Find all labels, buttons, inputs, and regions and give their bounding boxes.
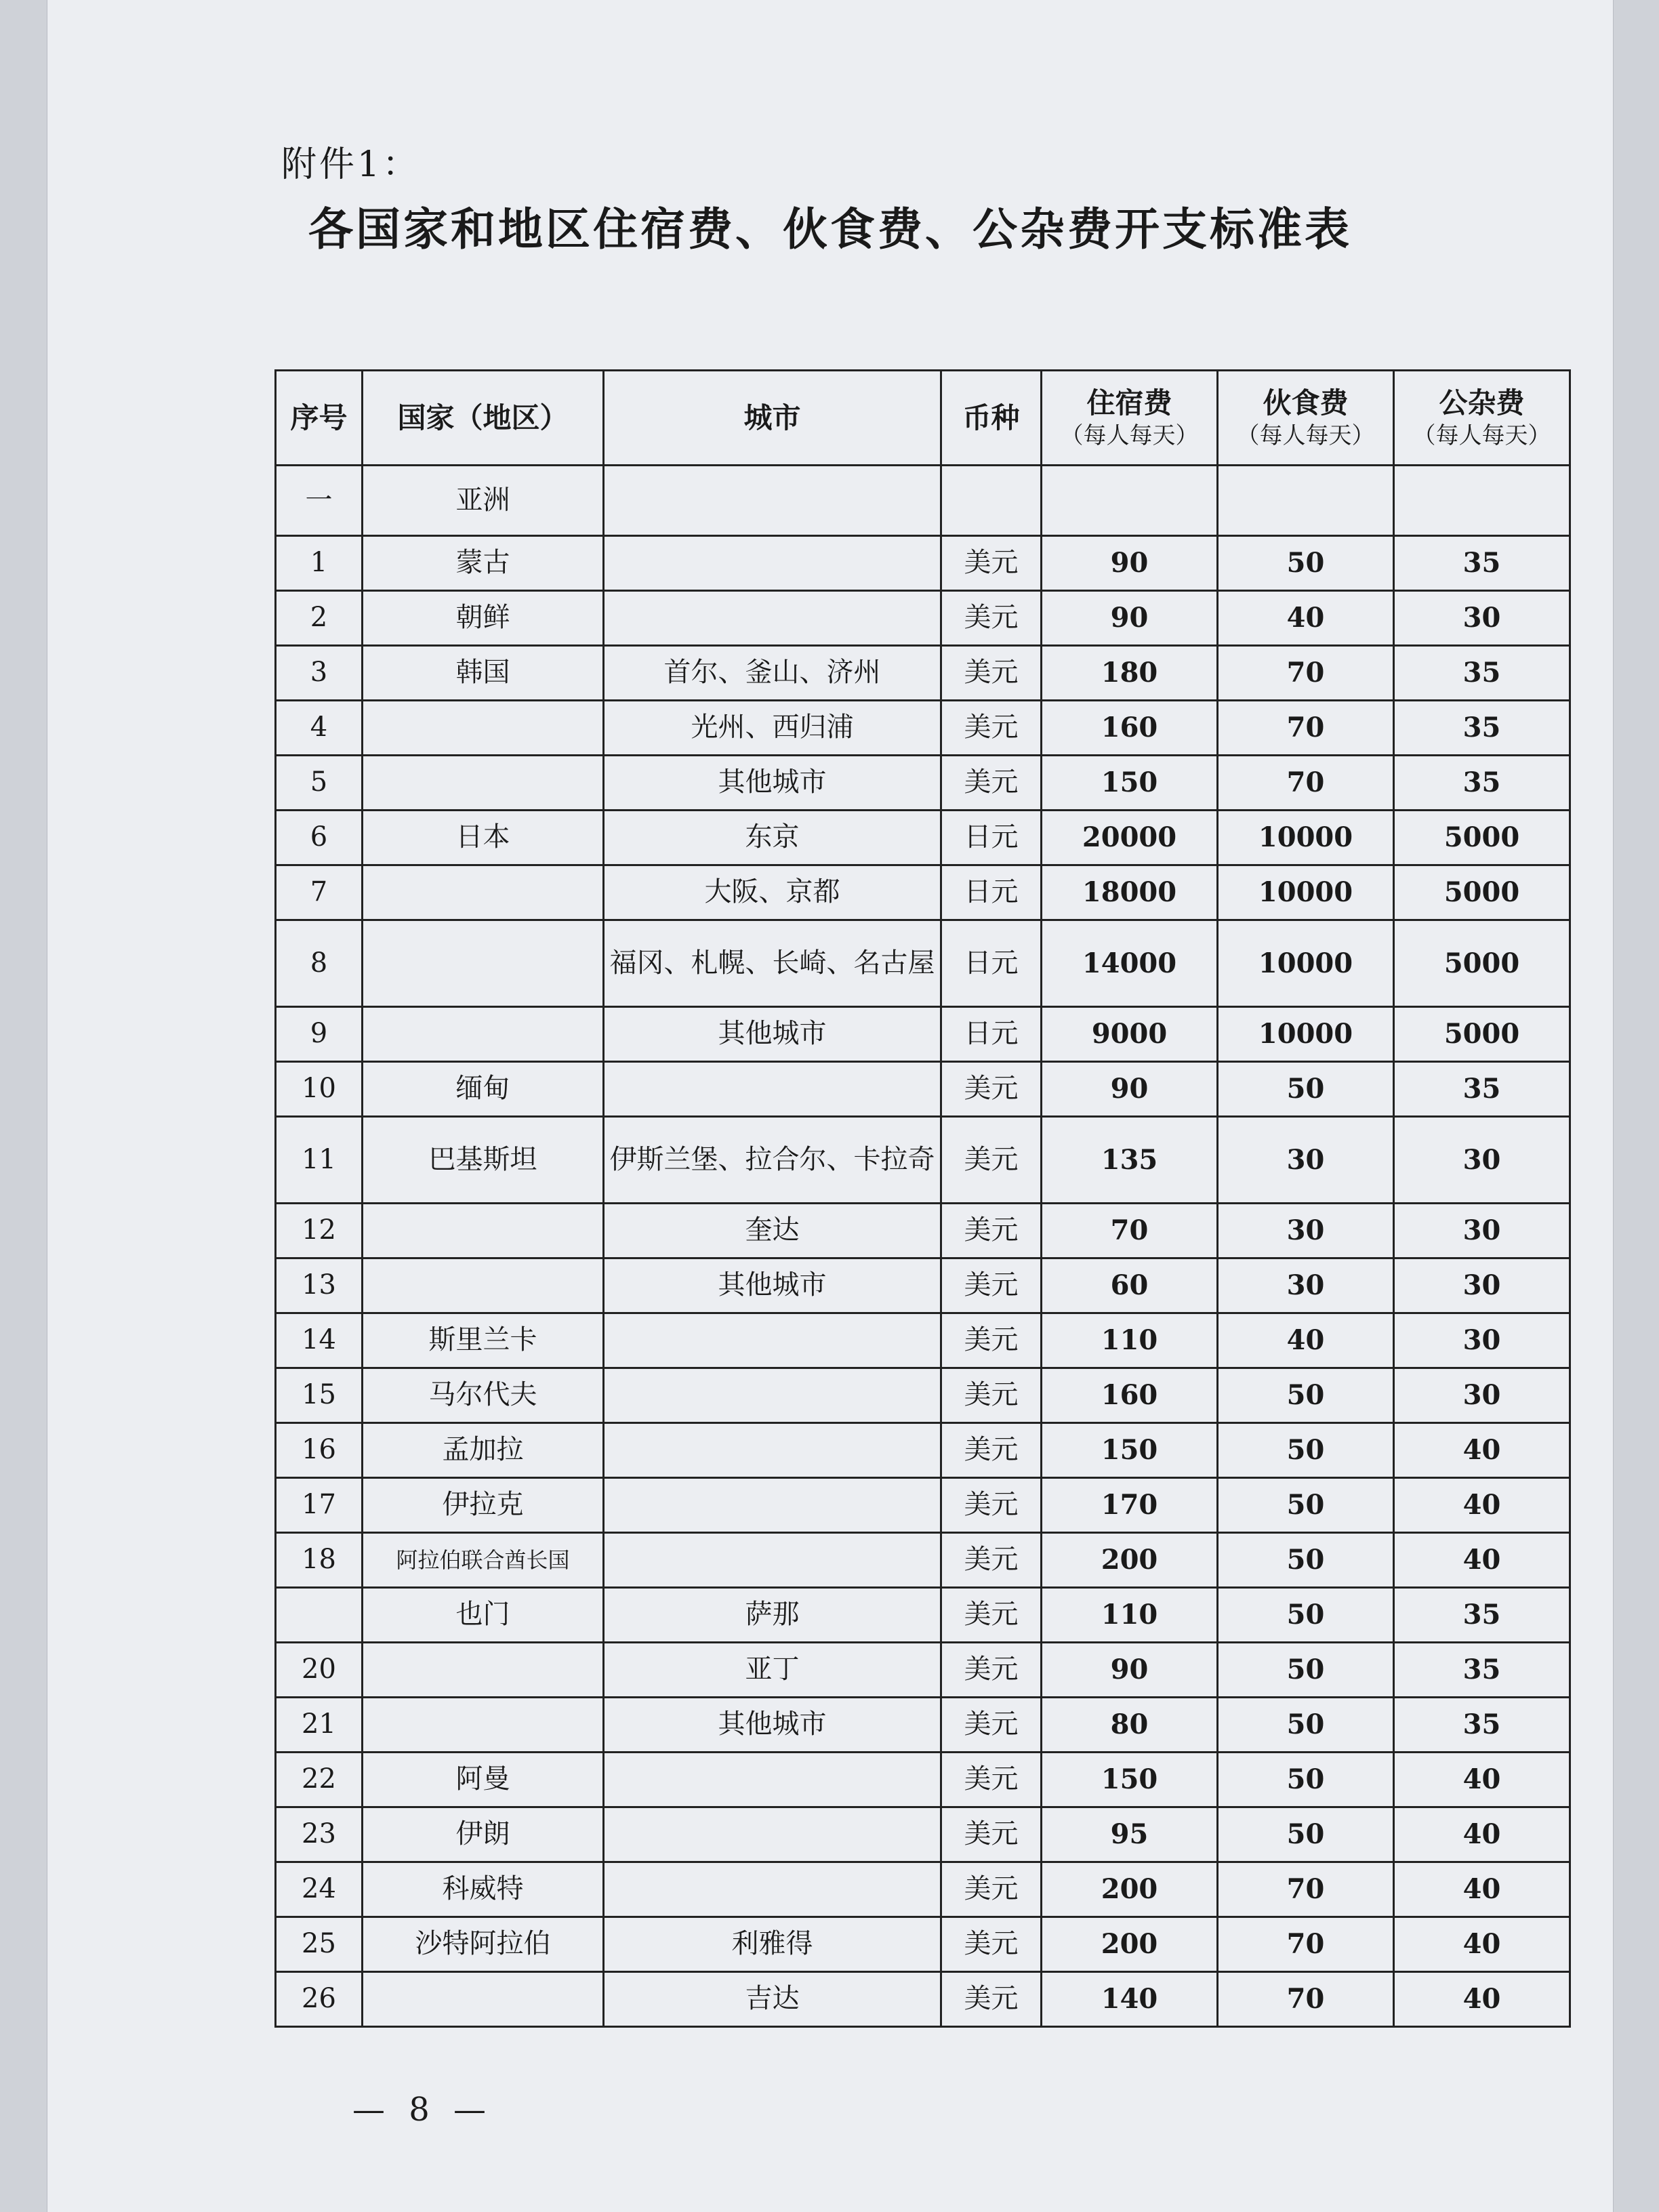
table-body — [276, 466, 1570, 2027]
page-number: — 8 — — [352, 2091, 493, 2129]
cell-currency: 美元 — [941, 1862, 1042, 1917]
cell-currency: 美元 — [941, 1917, 1042, 1972]
table-row — [276, 1117, 1570, 1204]
cell-currency: 美元 — [941, 1313, 1042, 1368]
table-row — [276, 1753, 1570, 1807]
cell-seq — [276, 1588, 363, 1643]
cell-misc: 40 — [1394, 1807, 1570, 1862]
cell-currency: 美元 — [941, 1533, 1042, 1588]
cell-meals: 50 — [1218, 1478, 1394, 1533]
cell-lodging: 170 — [1042, 1478, 1218, 1533]
cell-meals: 40 — [1218, 1313, 1394, 1368]
cell-lodging: 60 — [1042, 1258, 1218, 1313]
cell-lodging: 90 — [1042, 536, 1218, 591]
expense-standard-table — [274, 369, 1571, 2028]
cell-city — [604, 1533, 941, 1588]
cell-misc: 40 — [1394, 1972, 1570, 2027]
cell-city: 光州、西归浦 — [604, 701, 941, 756]
cell-meals: 50 — [1218, 1643, 1394, 1698]
table-row — [276, 1423, 1570, 1478]
cell-city: 东京 — [604, 811, 941, 865]
cell-city — [604, 536, 941, 591]
cell-city: 吉达 — [604, 1972, 941, 2027]
cell-city — [604, 1368, 941, 1423]
cell-currency: 美元 — [941, 1423, 1042, 1478]
cell-city: 其他城市 — [604, 1258, 941, 1313]
cell-seq: 17 — [276, 1478, 363, 1533]
table-row — [276, 1368, 1570, 1423]
cell-country — [363, 920, 604, 1007]
header-meals-label: 伙食费 — [1263, 386, 1349, 419]
cell-currency: 美元 — [941, 536, 1042, 591]
cell-lodging: 180 — [1042, 646, 1218, 701]
cell-misc: 35 — [1394, 536, 1570, 591]
document-page — [47, 0, 1613, 2212]
cell-currency: 美元 — [941, 1368, 1042, 1423]
cell-city: 大阪、京都 — [604, 865, 941, 920]
cell-lodging: 14000 — [1042, 920, 1218, 1007]
table-row — [276, 1313, 1570, 1368]
table-row — [276, 1062, 1570, 1117]
cell-city: 其他城市 — [604, 1007, 941, 1062]
table-row — [276, 1478, 1570, 1533]
cell-seq: 18 — [276, 1533, 363, 1588]
cell-meals: 70 — [1218, 1972, 1394, 2027]
cell-misc: 40 — [1394, 1862, 1570, 1917]
section-row — [276, 466, 1570, 536]
cell-city — [604, 1753, 941, 1807]
cell-currency: 美元 — [941, 1698, 1042, 1753]
table-row — [276, 1588, 1570, 1643]
table-row — [276, 756, 1570, 811]
cell-lodging: 150 — [1042, 1423, 1218, 1478]
cell-meals: 10000 — [1218, 865, 1394, 920]
cell-seq: 9 — [276, 1007, 363, 1062]
cell-seq: 24 — [276, 1862, 363, 1917]
cell-currency: 美元 — [941, 591, 1042, 646]
cell-meals: 50 — [1218, 1423, 1394, 1478]
header-lodging-label: 住宿费 — [1086, 386, 1172, 419]
cell-seq: 13 — [276, 1258, 363, 1313]
cell-country: 阿拉伯联合酋长国 — [363, 1533, 604, 1588]
header-lodging-unit: （每人每天） — [1060, 422, 1199, 449]
cell-misc: 35 — [1394, 646, 1570, 701]
cell-meals: 50 — [1218, 1368, 1394, 1423]
cell-city — [604, 1862, 941, 1917]
cell-currency: 美元 — [941, 1258, 1042, 1313]
table-row — [276, 1807, 1570, 1862]
cell-misc: 30 — [1394, 591, 1570, 646]
cell-city — [604, 1478, 941, 1533]
cell-country: 也门 — [363, 1588, 604, 1643]
cell-seq: 11 — [276, 1117, 363, 1204]
cell-misc: 30 — [1394, 1368, 1570, 1423]
cell-lodging: 90 — [1042, 1643, 1218, 1698]
cell-lodging: 70 — [1042, 1204, 1218, 1258]
cell-lodging: 160 — [1042, 701, 1218, 756]
cell-misc: 5000 — [1394, 865, 1570, 920]
cell-misc: 35 — [1394, 1643, 1570, 1698]
cell-country: 科威特 — [363, 1862, 604, 1917]
cell-currency: 美元 — [941, 756, 1042, 811]
table-row — [276, 1862, 1570, 1917]
table-row — [276, 701, 1570, 756]
cell-lodging: 95 — [1042, 1807, 1218, 1862]
cell-meals: 50 — [1218, 1533, 1394, 1588]
cell-currency: 美元 — [941, 646, 1042, 701]
cell-meals: 70 — [1218, 756, 1394, 811]
cell-seq: 26 — [276, 1972, 363, 2027]
cell-country: 朝鲜 — [363, 591, 604, 646]
cell-city — [604, 1807, 941, 1862]
cell-city: 其他城市 — [604, 756, 941, 811]
cell-city: 福冈、札幌、长崎、名古屋 — [604, 920, 941, 1007]
cell-currency: 美元 — [941, 1588, 1042, 1643]
page-title: 各国家和地区住宿费、伙食费、公杂费开支标准表 — [308, 203, 1352, 255]
table-row — [276, 1917, 1570, 1972]
table-row — [276, 1533, 1570, 1588]
cell-country: 巴基斯坦 — [363, 1117, 604, 1204]
cell-meals: 50 — [1218, 1807, 1394, 1862]
table-row — [276, 646, 1570, 701]
header-meals-unit: （每人每天） — [1236, 422, 1375, 449]
cell-country: 沙特阿拉伯 — [363, 1917, 604, 1972]
cell-country: 伊朗 — [363, 1807, 604, 1862]
cell-seq: 21 — [276, 1698, 363, 1753]
cell-meals: 70 — [1218, 1917, 1394, 1972]
cell-misc: 40 — [1394, 1478, 1570, 1533]
cell-lodging: 18000 — [1042, 865, 1218, 920]
cell-country: 斯里兰卡 — [363, 1313, 604, 1368]
cell-city: 奎达 — [604, 1204, 941, 1258]
cell-city: 亚丁 — [604, 1643, 941, 1698]
cell-seq: 1 — [276, 536, 363, 591]
table-row — [276, 865, 1570, 920]
table-row — [276, 536, 1570, 591]
cell-lodging: 20000 — [1042, 811, 1218, 865]
table-row — [276, 811, 1570, 865]
cell-meals: 70 — [1218, 646, 1394, 701]
cell-misc: 35 — [1394, 1588, 1570, 1643]
header-city: 城市 — [604, 371, 941, 466]
cell-misc: 35 — [1394, 1698, 1570, 1753]
cell-meals: 50 — [1218, 1698, 1394, 1753]
header-misc — [1394, 371, 1570, 466]
table-row — [276, 1972, 1570, 2027]
table-row — [276, 1698, 1570, 1753]
cell-lodging: 200 — [1042, 1862, 1218, 1917]
section-seq: 一 — [276, 466, 363, 536]
cell-country — [363, 1972, 604, 2027]
cell-city: 伊斯兰堡、拉合尔、卡拉奇 — [604, 1117, 941, 1204]
cell-seq: 16 — [276, 1423, 363, 1478]
cell-country — [363, 1204, 604, 1258]
cell-seq: 12 — [276, 1204, 363, 1258]
cell-seq: 22 — [276, 1753, 363, 1807]
cell-currency: 美元 — [941, 701, 1042, 756]
cell-country: 马尔代夫 — [363, 1368, 604, 1423]
cell-lodging: 9000 — [1042, 1007, 1218, 1062]
header-row — [276, 371, 1570, 466]
cell-misc: 40 — [1394, 1753, 1570, 1807]
cell-lodging: 200 — [1042, 1533, 1218, 1588]
cell-lodging: 135 — [1042, 1117, 1218, 1204]
cell-lodging: 140 — [1042, 1972, 1218, 2027]
cell-city — [604, 1423, 941, 1478]
cell-seq: 20 — [276, 1643, 363, 1698]
table-row — [276, 1007, 1570, 1062]
cell-currency: 美元 — [941, 1204, 1042, 1258]
header-misc-label: 公杂费 — [1439, 386, 1525, 419]
cell-currency: 美元 — [941, 1643, 1042, 1698]
header-lodging — [1042, 371, 1218, 466]
cell-seq: 4 — [276, 701, 363, 756]
cell-seq: 14 — [276, 1313, 363, 1368]
section-name: 亚洲 — [363, 466, 604, 536]
cell-country: 韩国 — [363, 646, 604, 701]
cell-seq: 25 — [276, 1917, 363, 1972]
cell-country: 伊拉克 — [363, 1478, 604, 1533]
cell-city: 萨那 — [604, 1588, 941, 1643]
cell-misc: 35 — [1394, 701, 1570, 756]
cell-country: 阿曼 — [363, 1753, 604, 1807]
cell-seq: 3 — [276, 646, 363, 701]
cell-lodging: 90 — [1042, 591, 1218, 646]
cell-seq: 15 — [276, 1368, 363, 1423]
cell-city — [604, 591, 941, 646]
cell-misc: 40 — [1394, 1423, 1570, 1478]
cell-seq: 23 — [276, 1807, 363, 1862]
cell-misc: 35 — [1394, 756, 1570, 811]
cell-meals: 10000 — [1218, 1007, 1394, 1062]
cell-meals: 30 — [1218, 1258, 1394, 1313]
cell-country: 孟加拉 — [363, 1423, 604, 1478]
table-row — [276, 920, 1570, 1007]
cell-meals: 30 — [1218, 1204, 1394, 1258]
cell-meals: 40 — [1218, 591, 1394, 646]
cell-country — [363, 1258, 604, 1313]
cell-meals: 10000 — [1218, 920, 1394, 1007]
cell-misc: 40 — [1394, 1533, 1570, 1588]
cell-seq: 5 — [276, 756, 363, 811]
table-row — [276, 591, 1570, 646]
cell-misc: 30 — [1394, 1117, 1570, 1204]
header-seq: 序号 — [276, 371, 363, 466]
header-currency: 币种 — [941, 371, 1042, 466]
cell-country — [363, 1643, 604, 1698]
cell-currency: 美元 — [941, 1753, 1042, 1807]
cell-lodging: 110 — [1042, 1588, 1218, 1643]
cell-misc: 30 — [1394, 1313, 1570, 1368]
header-meals — [1218, 371, 1394, 466]
cell-country: 缅甸 — [363, 1062, 604, 1117]
cell-meals: 30 — [1218, 1117, 1394, 1204]
cell-currency: 日元 — [941, 865, 1042, 920]
cell-misc: 5000 — [1394, 811, 1570, 865]
cell-currency: 美元 — [941, 1807, 1042, 1862]
cell-city: 其他城市 — [604, 1698, 941, 1753]
cell-city: 首尔、釜山、济州 — [604, 646, 941, 701]
cell-lodging: 200 — [1042, 1917, 1218, 1972]
cell-meals: 50 — [1218, 1588, 1394, 1643]
cell-currency: 美元 — [941, 1062, 1042, 1117]
cell-meals: 10000 — [1218, 811, 1394, 865]
cell-meals: 50 — [1218, 536, 1394, 591]
cell-meals: 50 — [1218, 1062, 1394, 1117]
cell-country — [363, 865, 604, 920]
cell-lodging: 150 — [1042, 1753, 1218, 1807]
cell-meals: 50 — [1218, 1753, 1394, 1807]
cell-misc: 5000 — [1394, 920, 1570, 1007]
cell-seq: 6 — [276, 811, 363, 865]
attachment-label: 附件1： — [281, 144, 421, 185]
cell-city: 利雅得 — [604, 1917, 941, 1972]
cell-country — [363, 1698, 604, 1753]
cell-misc: 5000 — [1394, 1007, 1570, 1062]
cell-meals: 70 — [1218, 701, 1394, 756]
header-country: 国家（地区） — [363, 371, 604, 466]
cell-lodging: 110 — [1042, 1313, 1218, 1368]
table-row — [276, 1643, 1570, 1698]
cell-misc: 40 — [1394, 1917, 1570, 1972]
cell-lodging: 80 — [1042, 1698, 1218, 1753]
cell-country — [363, 756, 604, 811]
cell-currency: 美元 — [941, 1972, 1042, 2027]
cell-seq: 2 — [276, 591, 363, 646]
cell-misc: 35 — [1394, 1062, 1570, 1117]
cell-currency: 美元 — [941, 1117, 1042, 1204]
cell-misc: 30 — [1394, 1204, 1570, 1258]
cell-currency: 日元 — [941, 811, 1042, 865]
cell-misc: 30 — [1394, 1258, 1570, 1313]
table-row — [276, 1204, 1570, 1258]
cell-currency: 美元 — [941, 1478, 1042, 1533]
cell-country — [363, 701, 604, 756]
cell-seq: 7 — [276, 865, 363, 920]
cell-currency: 日元 — [941, 1007, 1042, 1062]
cell-country: 日本 — [363, 811, 604, 865]
cell-lodging: 160 — [1042, 1368, 1218, 1423]
header-misc-unit: （每人每天） — [1412, 422, 1551, 449]
cell-city — [604, 1062, 941, 1117]
cell-lodging: 150 — [1042, 756, 1218, 811]
cell-city — [604, 1313, 941, 1368]
cell-currency: 日元 — [941, 920, 1042, 1007]
cell-lodging: 90 — [1042, 1062, 1218, 1117]
cell-country: 蒙古 — [363, 536, 604, 591]
cell-meals: 70 — [1218, 1862, 1394, 1917]
cell-seq: 10 — [276, 1062, 363, 1117]
table-row — [276, 1258, 1570, 1313]
cell-seq: 8 — [276, 920, 363, 1007]
cell-country — [363, 1007, 604, 1062]
